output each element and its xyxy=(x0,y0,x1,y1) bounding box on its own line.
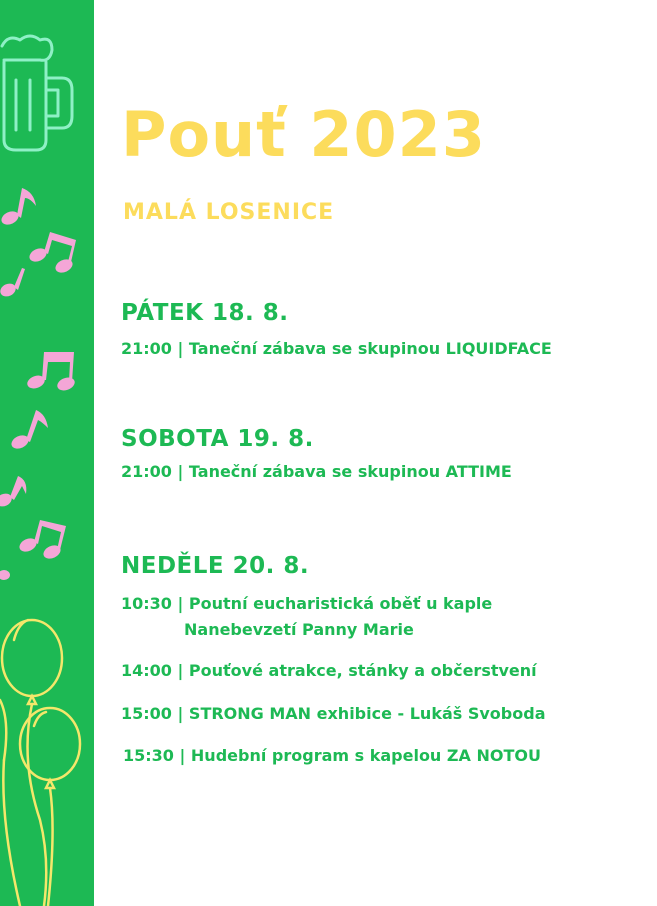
schedule-item xyxy=(121,459,512,485)
event-title: Pouť 2023 xyxy=(121,98,486,171)
schedule-item xyxy=(121,591,492,643)
schedule-item xyxy=(121,701,546,727)
day-heading-sunday: NEDĚLE 20. 8. xyxy=(121,553,310,579)
music-notes-icon xyxy=(0,188,77,580)
schedule-item xyxy=(121,336,552,362)
event-location: MALÁ LOSENICE xyxy=(123,200,335,225)
schedule-item-text: 21:00 | Taneční zábava se skupinou ATTIME xyxy=(121,462,512,481)
day-heading-saturday: SOBOTA 19. 8. xyxy=(121,426,314,452)
schedule-item-text: 10:30 | Poutní eucharistická oběť u kaple xyxy=(121,594,493,613)
day-heading-friday: PÁTEK 18. 8. xyxy=(121,300,289,326)
schedule-item xyxy=(121,658,537,684)
schedule-item-text: 15:00 | STRONG MAN exhibice - Lukáš Svoboda xyxy=(121,704,546,723)
beer-mug-icon xyxy=(2,36,72,150)
schedule-item-text: 14:00 | Pouťové atrakce, stánky a občerstvení xyxy=(121,661,537,680)
schedule-item-text: 15:30 | Hudební program s kapelou ZA NOTOU xyxy=(123,746,541,765)
decorative-sidebar xyxy=(0,0,94,906)
sidebar-decoration xyxy=(0,0,94,906)
schedule-item xyxy=(123,743,541,769)
balloons-icon xyxy=(0,620,80,906)
schedule-item-text-continued: Nanebevzetí Panny Marie xyxy=(184,620,414,639)
schedule-item-text: 21:00 | Taneční zábava se skupinou LIQUIDFACE xyxy=(121,339,552,358)
